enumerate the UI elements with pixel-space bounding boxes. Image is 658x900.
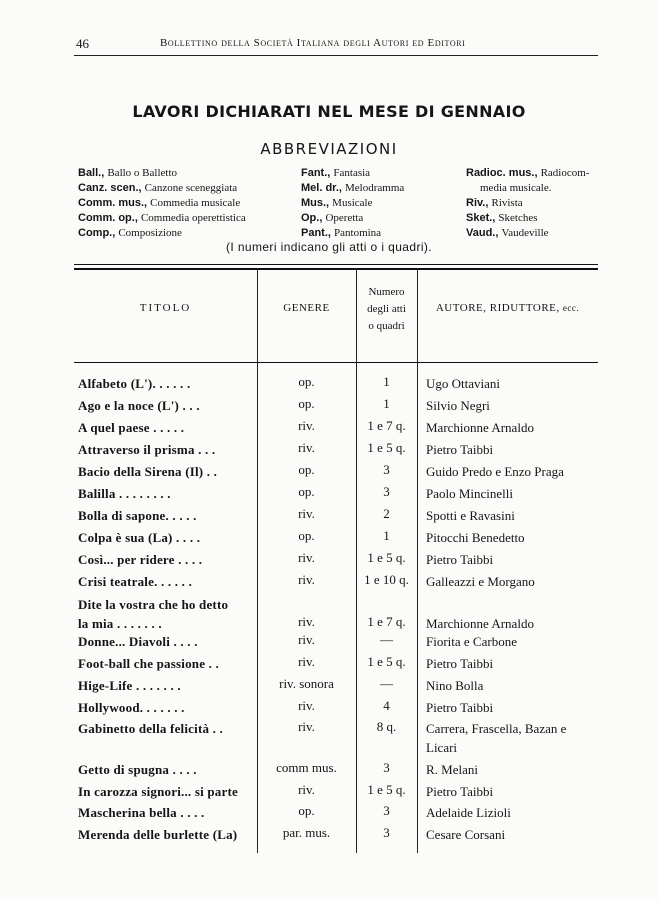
cell-title-line: Hige-Life . . . . . . . [78, 678, 181, 693]
cell-title [78, 528, 253, 547]
abbreviation-entry [301, 166, 404, 181]
abbreviation-code: Comm. op., [78, 212, 141, 224]
table-row [0, 595, 658, 631]
abbreviation-entry [78, 181, 246, 196]
cell-title [78, 374, 253, 393]
cell-acts: 2 [383, 506, 390, 521]
table-row [0, 528, 658, 550]
cell-acts: 1 e 5 q. [367, 440, 406, 455]
cell-genre: op. [298, 484, 315, 499]
cell-genre: riv. [298, 440, 315, 455]
table-top-rule-thick [74, 268, 598, 270]
cell-genre: comm mus. [276, 760, 337, 775]
abbreviation-entry [301, 196, 404, 211]
cell-title-line: A quel paese . . . . . [78, 420, 185, 435]
abbreviation-entry [466, 181, 589, 196]
cell-title-line: Balilla . . . . . . . . [78, 486, 171, 501]
cell-author-line: Nino Bolla [426, 678, 484, 693]
header-genre: GENERE [283, 302, 330, 314]
cell-author-line: Adelaide Lizioli [426, 805, 511, 820]
abbreviation-entry [78, 211, 246, 226]
table-row [0, 676, 658, 698]
table-row [0, 418, 658, 440]
abbreviation-entry [466, 211, 589, 226]
abbreviation-entry [301, 181, 404, 196]
cell-title [78, 803, 253, 822]
cell-author-line: Paolo Mincinelli [426, 486, 514, 501]
header-rule [74, 55, 598, 56]
cell-title [78, 506, 253, 525]
cell-acts: 4 [383, 698, 390, 713]
cell-author [426, 614, 606, 633]
cell-author-line: Pietro Taibbi [426, 552, 494, 567]
cell-genre: riv. [298, 654, 315, 669]
abbreviation-meaning: Pantomina [334, 227, 382, 239]
cell-author [426, 654, 606, 673]
table-row [0, 719, 658, 755]
cell-title [78, 676, 253, 695]
abbreviations-column-3 [466, 166, 589, 241]
abbreviation-code: Radioc. mus., [466, 167, 541, 179]
cell-acts: 1 [383, 528, 390, 543]
cell-acts: 3 [383, 760, 390, 775]
cell-acts: 1 e 5 q. [367, 782, 406, 797]
cell-title-line: Foot-ball che passione . . [78, 656, 219, 671]
cell-author [426, 418, 606, 437]
cell-genre: riv. [298, 614, 315, 629]
cell-author [426, 528, 606, 547]
cell-genre: op. [298, 462, 315, 477]
cell-author [426, 676, 606, 695]
cell-genre: riv. sonora [279, 676, 334, 691]
header-title: TITOLO [139, 302, 192, 314]
cell-author-line: Marchionne Arnaldo [426, 616, 534, 631]
abbreviation-entry [466, 196, 589, 211]
cell-acts: 3 [383, 825, 390, 840]
cell-acts: — [380, 676, 393, 691]
cell-genre: op. [298, 803, 315, 818]
cell-title-line: Così... per ridere . . . . [78, 552, 203, 567]
abbreviation-meaning: Commedia musicale [150, 197, 241, 209]
abbreviation-entry [466, 226, 589, 241]
cell-acts: 3 [383, 484, 390, 499]
cell-title [78, 595, 253, 633]
cell-acts: 8 q. [376, 719, 397, 734]
cell-title [78, 484, 253, 503]
cell-title-line: Colpa è sua (La) . . . . [78, 530, 201, 545]
cell-genre: par. mus. [282, 825, 331, 840]
table-row [0, 462, 658, 484]
abbreviation-code: Sket., [466, 212, 499, 224]
cell-author [426, 550, 606, 569]
cell-author-line: Pietro Taibbi [426, 784, 494, 799]
cell-title-line: In carozza signori... si parte [78, 784, 238, 799]
abbreviation-code: Mel. dr., [301, 182, 346, 194]
cell-title [78, 719, 253, 738]
cell-title-line: Merenda delle burlette (La) [78, 827, 238, 842]
cell-author-line: Silvio Negri [426, 398, 490, 413]
cell-author [426, 374, 606, 393]
cell-title-line: Alfabeto (L'). . . . . . [78, 376, 191, 391]
abbreviation-entry [301, 211, 404, 226]
page-number: 46 [76, 36, 89, 51]
cell-title-line: Bolla di sapone. . . . . [78, 508, 197, 523]
cell-genre: riv. [298, 418, 315, 433]
cell-genre: riv. [298, 782, 315, 797]
cell-acts: 1 e 7 q. [367, 614, 406, 629]
cell-title-line: Bacio della Sirena (Il) . . [78, 464, 218, 479]
cell-genre: riv. [298, 550, 315, 565]
cell-acts: 3 [383, 803, 390, 818]
cell-title [78, 462, 253, 481]
cell-author-line: Galleazzi e Morgano [426, 574, 535, 589]
cell-author-line: Pietro Taibbi [426, 656, 494, 671]
abbreviation-meaning: Operetta [325, 212, 364, 224]
cell-genre: riv. [298, 698, 315, 713]
cell-author [426, 632, 606, 651]
abbreviation-code: Vaud., [466, 227, 502, 239]
abbreviation-meaning: Vaudeville [501, 227, 549, 239]
cell-genre: op. [298, 396, 315, 411]
abbreviation-code: Ball., [78, 167, 108, 179]
header-acts-line: degli atti [367, 303, 406, 315]
abbreviation-meaning: Composizione [118, 227, 182, 239]
cell-title [78, 825, 253, 844]
abbreviation-meaning: Radiocom- [540, 167, 590, 179]
cell-acts: 1 [383, 374, 390, 389]
cell-author-line: Spotti e Ravasini [426, 508, 515, 523]
header-author [417, 302, 598, 314]
abbreviation-meaning: Canzone sceneggiata [144, 182, 238, 194]
cell-genre: riv. [298, 632, 315, 647]
cell-title-line: Hollywood. . . . . . . [78, 700, 185, 715]
abbreviation-entry [78, 226, 246, 241]
table-row [0, 572, 658, 594]
cell-author [426, 803, 606, 822]
cell-title [78, 782, 253, 801]
abbreviation-meaning: media musicale. [480, 182, 552, 194]
cell-author-line: Fiorita e Carbone [426, 634, 517, 649]
abbreviation-meaning: Melodramma [345, 182, 405, 194]
cell-title [78, 440, 253, 459]
table-row [0, 654, 658, 676]
abbreviation-meaning: Commedia operettistica [140, 212, 246, 224]
cell-title-line: Dite la vostra che ho detto [78, 597, 229, 612]
abbreviation-meaning: Sketches [498, 212, 538, 224]
abbreviations-note: (I numeri indicano gli atti o i quadri). [225, 240, 433, 254]
header-acts [356, 284, 417, 335]
abbreviation-meaning: Ballo o Balletto [107, 167, 178, 179]
abbreviation-code: Fant., [301, 167, 334, 179]
cell-author-line: Marchionne Arnaldo [426, 420, 534, 435]
cell-author-line: Pietro Taibbi [426, 700, 494, 715]
cell-author-line: Ugo Ottaviani [426, 376, 501, 391]
cell-title [78, 572, 253, 591]
cell-acts: 1 e 5 q. [367, 654, 406, 669]
abbreviation-entry [301, 226, 404, 241]
table-top-rule [74, 264, 598, 265]
table-row [0, 782, 658, 804]
cell-title-line: Donne... Diavoli . . . . [78, 634, 198, 649]
cell-acts: 1 e 5 q. [367, 550, 406, 565]
cell-author-line: Pietro Taibbi [426, 442, 494, 457]
cell-title [78, 760, 253, 779]
cell-author [426, 440, 606, 459]
cell-author-line: Pitocchi Benedetto [426, 530, 525, 545]
abbreviations-heading: ABBREVIAZIONI [260, 140, 398, 158]
cell-title-line: Gabinetto della felicità . . [78, 721, 223, 736]
table-row [0, 760, 658, 782]
cell-author [426, 698, 606, 717]
table-row [0, 374, 658, 396]
table-row [0, 698, 658, 720]
abbreviation-entry [78, 166, 246, 181]
cell-title [78, 632, 253, 651]
cell-title [78, 550, 253, 569]
cell-genre: riv. [298, 719, 315, 734]
cell-author [426, 825, 606, 844]
cell-author [426, 396, 606, 415]
table-row [0, 440, 658, 462]
cell-title-line: la mia . . . . . . . [78, 616, 162, 631]
abbreviation-meaning: Musicale [332, 197, 373, 209]
abbreviation-code: Comp., [78, 227, 119, 239]
cell-author [426, 760, 606, 779]
cell-author [426, 484, 606, 503]
table-header-rule [74, 362, 598, 363]
abbreviations-column-2 [301, 166, 404, 241]
cell-title-line: Crisi teatrale. . . . . . [78, 574, 193, 589]
cell-title-line: Getto di spugna . . . . [78, 762, 197, 777]
abbreviation-code: Comm. mus., [78, 197, 151, 209]
cell-title [78, 654, 253, 673]
cell-genre: op. [298, 528, 315, 543]
cell-title [78, 698, 253, 717]
cell-author [426, 782, 606, 801]
table-row [0, 825, 658, 847]
abbreviation-code: Mus., [301, 197, 333, 209]
cell-acts: 1 [383, 396, 390, 411]
table-row [0, 803, 658, 825]
cell-genre: riv. [298, 572, 315, 587]
cell-author [426, 572, 606, 591]
cell-title [78, 418, 253, 437]
abbreviation-entry [78, 196, 246, 211]
header-acts-line: Numero [368, 286, 405, 298]
abbreviations-column-1 [78, 166, 246, 241]
cell-acts: 1 e 10 q. [364, 572, 409, 587]
table-row [0, 484, 658, 506]
cell-genre: op. [298, 374, 315, 389]
running-title: Bollettino della Società Italiana degli Autori ed Editori [160, 37, 466, 49]
abbreviation-code: Canz. scen., [78, 182, 145, 194]
cell-acts: 3 [383, 462, 390, 477]
cell-title-line: Ago e la noce (L') . . . [78, 398, 200, 413]
abbreviation-code: Pant., [301, 227, 335, 239]
cell-author [426, 719, 606, 757]
cell-title-line: Attraverso il prisma . . . [78, 442, 216, 457]
cell-author [426, 506, 606, 525]
cell-acts: — [380, 632, 393, 647]
cell-author-line: Licari [426, 740, 458, 755]
cell-genre: riv. [298, 506, 315, 521]
abbreviation-entry [466, 166, 589, 181]
cell-author-line: R. Melani [426, 762, 478, 777]
page-title: LAVORI DICHIARATI NEL MESE DI GENNAIO [132, 102, 526, 121]
header-author-suffix: ecc. [562, 303, 580, 313]
cell-author [426, 462, 606, 481]
table-row [0, 632, 658, 654]
table-row [0, 506, 658, 528]
header-author-label: AUTORE, RIDUTTORE, [435, 302, 560, 314]
cell-author-line: Carrera, Frascella, Bazan e [426, 721, 567, 736]
abbreviation-meaning: Fantasia [333, 167, 371, 179]
cell-title-line: Mascherina bella . . . . [78, 805, 205, 820]
abbreviation-meaning: Rivista [491, 197, 523, 209]
cell-author-line: Guido Predo e Enzo Praga [426, 464, 564, 479]
cell-title [78, 396, 253, 415]
table-row [0, 550, 658, 572]
table-row [0, 396, 658, 418]
cell-acts: 1 e 7 q. [367, 418, 406, 433]
abbreviation-code: Op., [301, 212, 326, 224]
header-acts-line: o quadri [368, 320, 405, 332]
abbreviation-code: Riv., [466, 197, 492, 209]
cell-author-line: Cesare Corsani [426, 827, 506, 842]
